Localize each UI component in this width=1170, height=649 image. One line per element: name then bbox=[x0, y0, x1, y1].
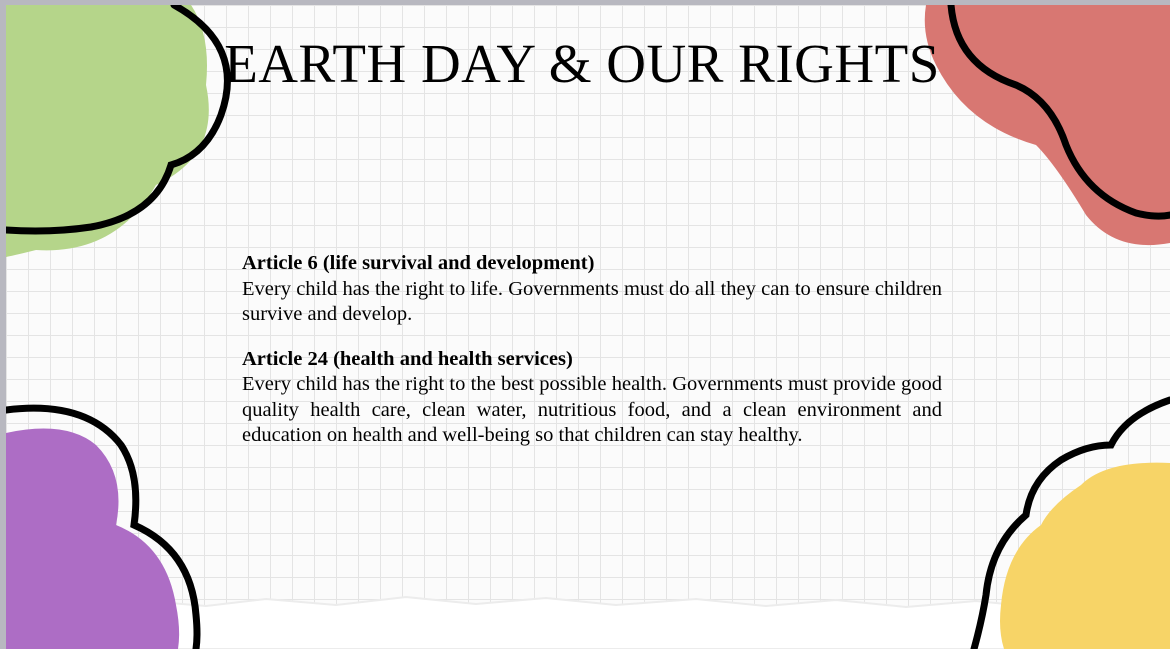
article-block bbox=[242, 251, 942, 328]
article-heading: Article 24 (health and health services) bbox=[242, 347, 573, 370]
slide-title: EARTH DAY & OUR RIGHTS bbox=[224, 33, 940, 94]
article-text: Every child has the right to the best possible health. Governments must provide good quality health care, clean water, nutritious food, and a clean environment and education on health and well-being so that children can stay healthy. bbox=[242, 373, 942, 446]
slide-canvas bbox=[6, 5, 1170, 649]
article-block bbox=[242, 347, 942, 449]
article-text: Every child has the right to life. Governments must do all they can to ensure children survive and develop. bbox=[242, 277, 942, 325]
slide-body bbox=[242, 251, 942, 468]
article-heading: Article 6 (life survival and development) bbox=[242, 252, 595, 274]
